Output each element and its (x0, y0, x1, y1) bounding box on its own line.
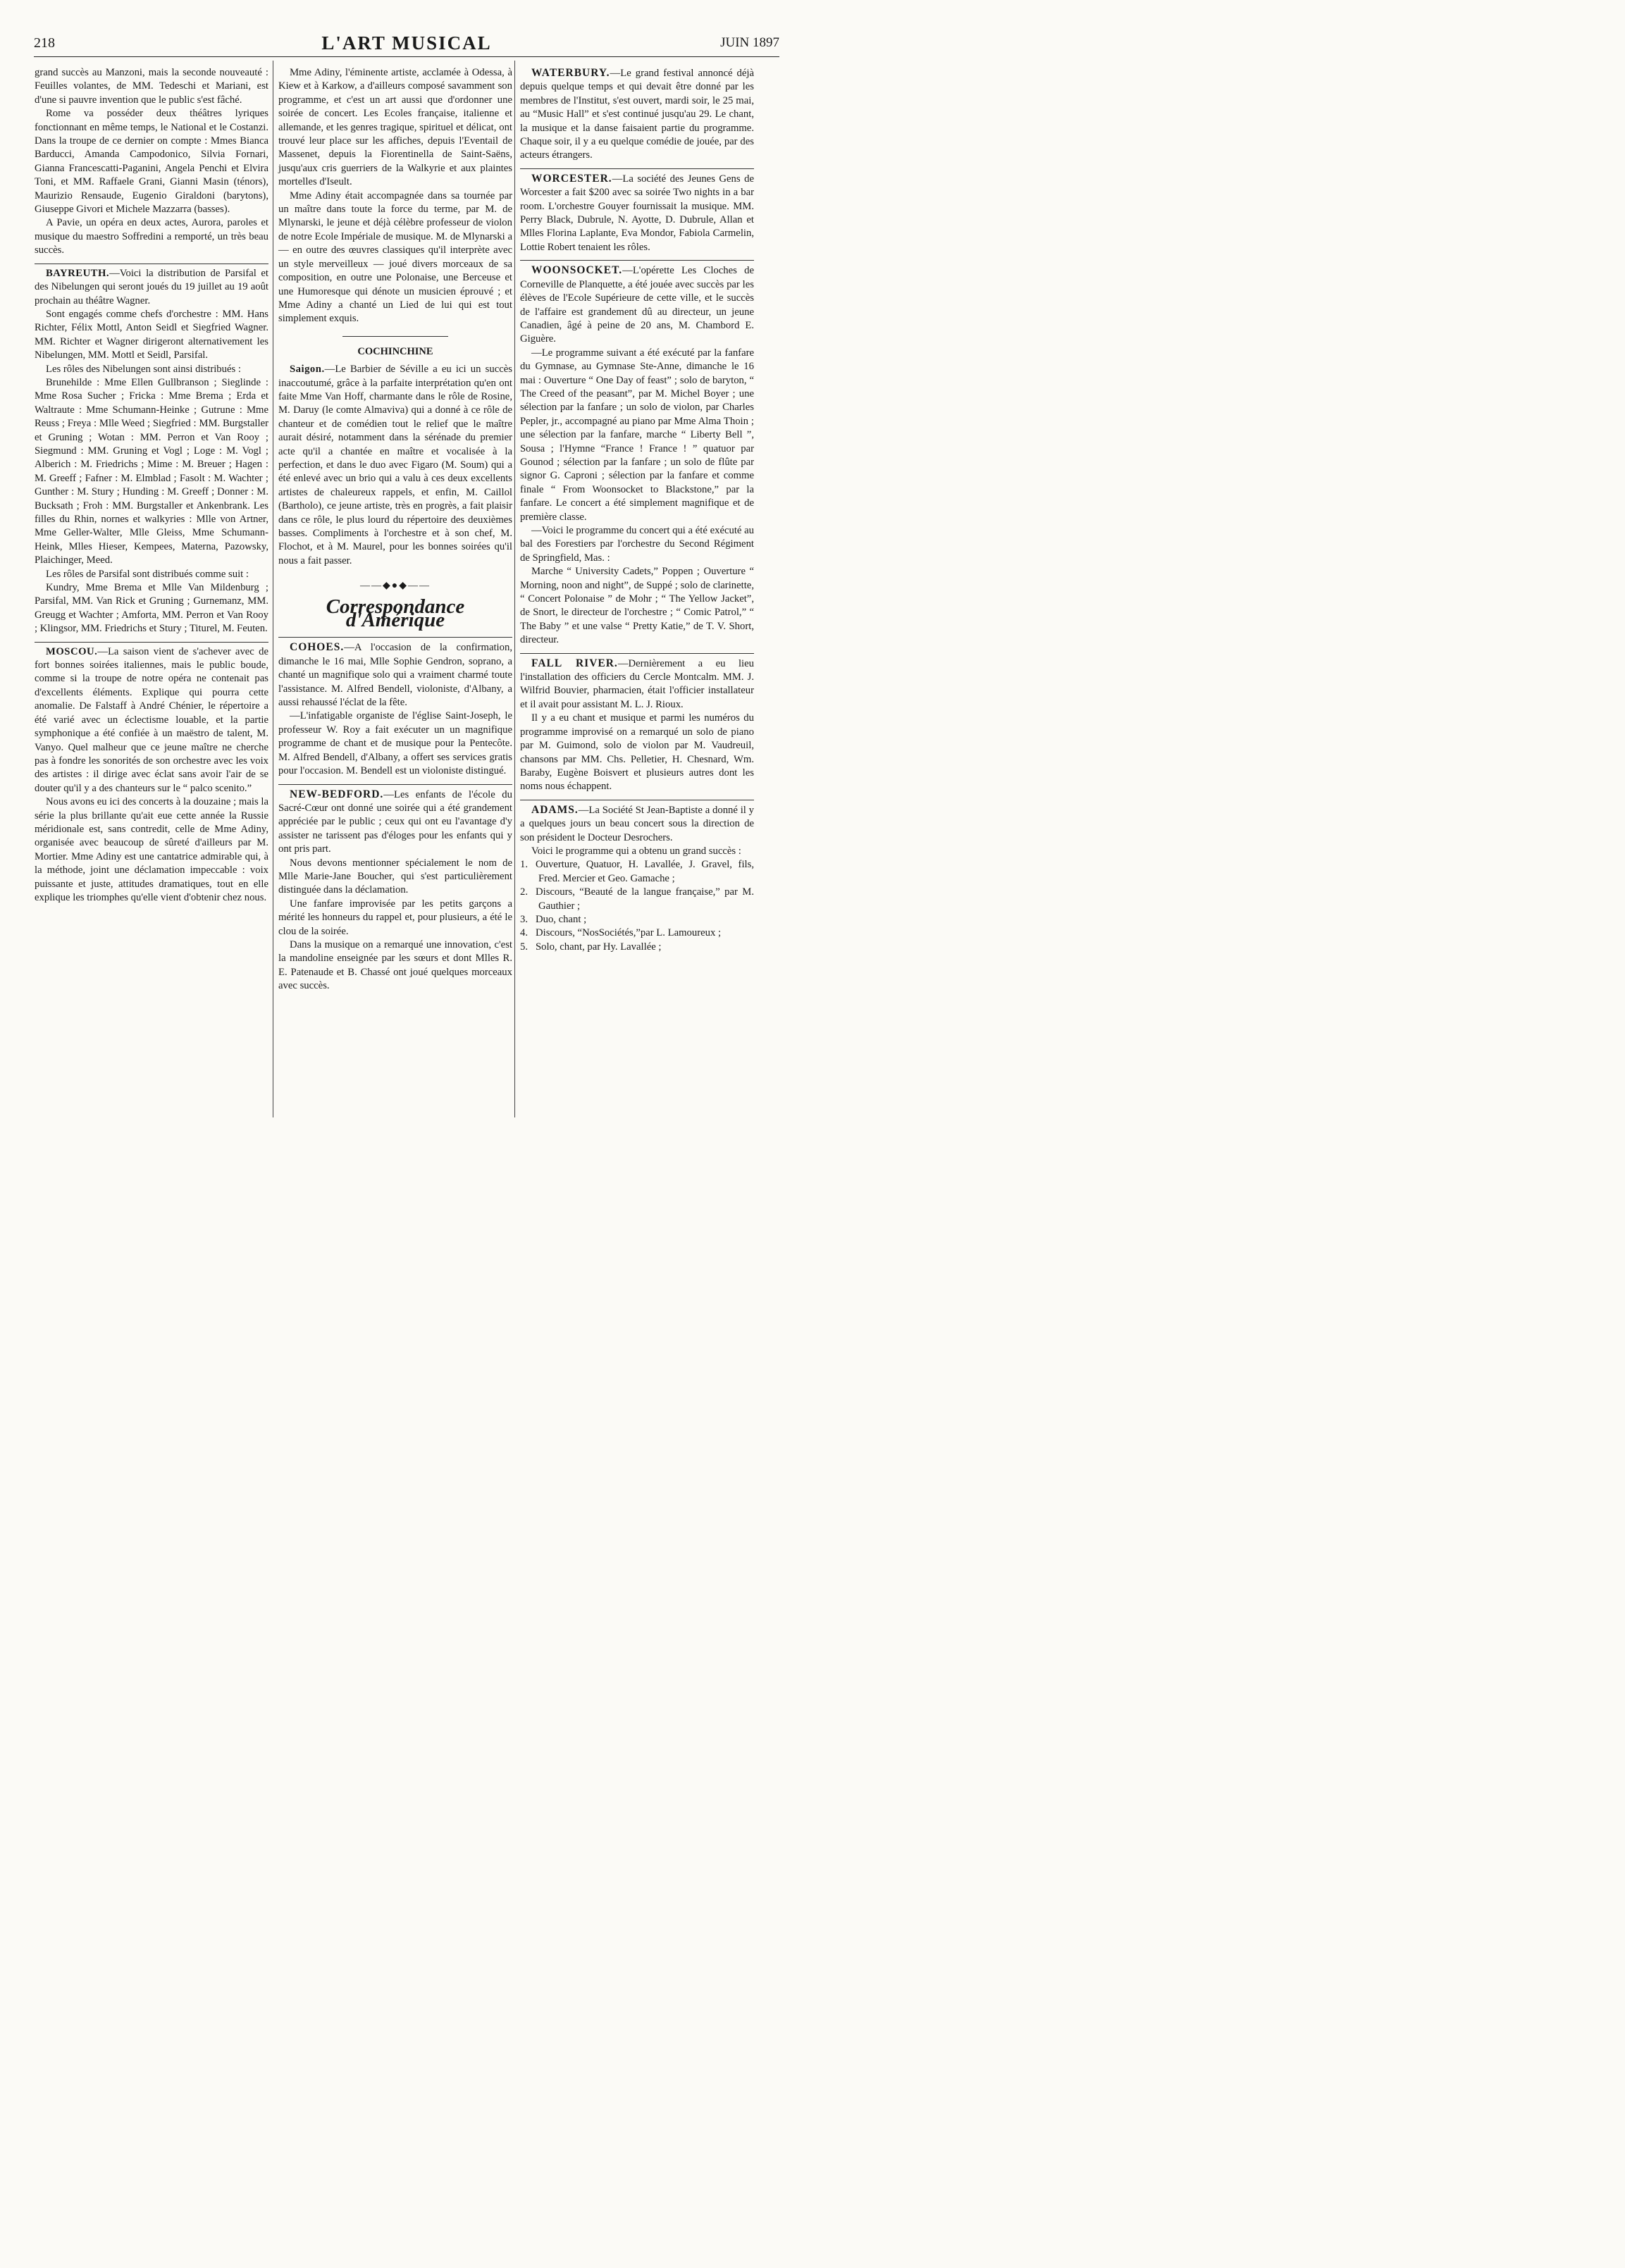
section-worcester (520, 168, 754, 254)
paragraph: —Voici la distribution de Parsifal et des Nibelungen qui seront joués du 19 juillet au 19 août prochain au théâtre Wagner. (35, 267, 268, 306)
section-heading: COHOES. (290, 641, 345, 654)
column-2 (278, 66, 512, 993)
section-moscou (35, 642, 268, 905)
section-new-bedford (278, 784, 512, 993)
paragraph: Nous avons eu ici des concerts à la douzaine ; mais la série la plus brillante qu'ait eue cette année la Russie méridionale est, sans contredit, celle de Mme Adiny, organisée avec beaucoup de sûreté d'ailleurs par M. Mortier. Mme Adiny est une cantatrice admirable qui, à la méthode, joint une déclamation impeccable : voix puissante et juste, attitudes dramatiques, tout en elle explique les triomphes qu'elle vient d'obtenir chez nous. (35, 796, 268, 903)
paragraph: Une fanfare improvisée par les petits garçons a mérité les honneurs du rappel et, pour plusieurs, a été le clou de la soirée. (278, 898, 512, 937)
section-heading: Saigon. (290, 364, 325, 376)
list-item: 4. Discours, “NosSociétés,”par L. Lamoureux ; (520, 927, 722, 939)
list-item: 5. Solo, chant, par Hy. Lavallée ; (520, 941, 662, 953)
paragraph: —Le Barbier de Séville a eu ici un succès inaccoutumé, grâce à la parfaite interprétation qu'en ont faite Mme Van Hoff, charmante dans le rôle de Rosine, M. Daruy (le comte Almaviva) qui a donné à ce rôle de chanteur et de comédien tout le relief que le maître aurait désiré, notamment dans la sérénade du premier acte qu'il a chantée en maître et vocalisée à la perfection, et dans le duo avec Figaro (M. Soum) qui a été enlevé avec un brio qui a valu à ces deux excellents artistes de chaleureux rappels, et enfin, M. Caillol (Bartholo), ce jeune artiste, très en progrès, a fait plaisir dans ce rôle, le plus lourd du répertoire des deuxièmes basses. Compliments à l'orchestre et à son chef, M. Flochot, et à M. Maurel, pour les bonnes soirées qu'il nous a fait passer. (278, 364, 512, 566)
paragraph: Voici le programme qui a obtenu un grand succès : (531, 845, 741, 857)
paragraph: Il y a eu chant et musique et parmi les numéros du programme improvisé on a remarqué un solo de piano par M. Guimond, solo de violon par M. Vaudreuil, chansons par MM. Chs. Pelletier, H. Chesnard, Wm. Baraby, Eugène Boisvert et plusieurs autres dont les noms nous échappent. (520, 712, 754, 793)
section-bayreuth (35, 264, 268, 636)
paragraph: Mme Adiny était accompagnée dans sa tournée par un maître dans toute la force du terme, par M. de Mlynarski, le jeune et déjà célèbre professeur de violon de notre Ecole Impériale de musique. M. de Mlynarski a — en outre des œuvres classiques qu'il interprète avec un style merveilleux — joué divers morceaux de sa composition, en outre une Polonaise, une Berceuse et une Humoresque qui dénote un musicien éprouvé ; et Mme Adiny a chanté un Lied de lui qui est tout simplement exquis. (278, 190, 512, 325)
ornament-divider: ——◆●◆—— (360, 581, 431, 592)
paragraph: Kundry, Mme Brema et Mlle Van Mildenburg ; Parsifal, MM. Van Rick et Gruning ; Gurnemanz, MM. Greugg et Wachter ; Amforta, MM. Perron et Van Rooy ; Klingsor, MM. Friedrichs et Stury ; Titurel, M. Feuten. (35, 582, 268, 635)
section-heading: NEW-BEDFORD. (290, 788, 384, 800)
section-heading: ADAMS. (531, 803, 579, 816)
program-list (520, 858, 754, 954)
paragraph: —L'opérette Les Cloches de Corneville de Planquette, a été jouée avec succès par les élèves de l'Ecole Supérieure de cette ville, et le succès de l'affaire est grandement dû au directeur, un jeune Canadien, âgé à peine de 20 ans, M. Chambord E. Giguère. (520, 265, 754, 345)
section-woonsocket (520, 260, 754, 647)
paragraph: Rome va posséder deux théâtres lyriques fonctionnant en même temps, le National et le Costanzi. Dans la troupe de ce dernier on compte : Mmes Bianca Barducci, Amanda Campodonico, Silvia Fornari, Gianna Francescatti-Paganini, Angela Penchi et Elvira Toni, et MM. Raffaele Grani, Gianni Masin (ténors), Maurizio Rensaude, Eugenio Giraldoni (barytons), Giuseppe Givori et Michele Mazzarra (basses). (35, 108, 268, 216)
paragraph: —L'infatigable organiste de l'église Saint-Joseph, le professeur W. Roy a fait exécuter un un magnifique programme de chant et de musique pour la Pentecôte. M. Alfred Bendell, d'Albany, a offert ses services gratis pour l'occasion. M. Bendell est un violoniste distingué. (278, 710, 512, 777)
section-adams (520, 800, 754, 954)
list-item: 1. Ouverture, Quatuor, H. Lavallée, J. Gravel, fils, Fred. Mercier et Geo. Gamache ; (520, 859, 754, 884)
paragraph: —Voici le programme du concert qui a été exécuté au bal des Forestiers par l'orchestre du Second Régiment de Springfield, Mas. : (520, 525, 754, 564)
list-item: 3. Duo, chant ; (520, 913, 587, 925)
paragraph: Dans la musique on a remarqué une innovation, c'est la mandoline enseignée par les sœurs et dont Mlles R. E. Patenaude et B. Chassé ont joué quelques morceaux avec succès. (278, 938, 512, 992)
header-rule (34, 56, 779, 57)
page-number: 218 (34, 35, 55, 51)
paragraph: —A l'occasion de la confirmation, dimanche le 16 mai, Mlle Sophie Gendron, soprano, a chanté un magnifique solo qui a vraiment charmé toute l'assistance. M. Alfred Bendell, violoniste, d'Albany, a aussi rehaussé l'éclat de la fête. (278, 642, 512, 709)
section-heading: BAYREUTH. (46, 267, 110, 279)
paragraph: —La société des Jeunes Gens de Worcester a fait $200 avec sa soirée Two nights in a bar room. L'orchestre Gouyer fournissait la musique. MM. Perry Black, Dubrule, N. Ayotte, D. Dubrule, Allan et Mlles Florina Laplante, Eva Mondor, Fabiola Carmelin, Lottie Robert tenaient les rôles. (520, 173, 754, 253)
section-fall-river (520, 653, 754, 794)
paragraph: —Dernièrement a eu lieu l'installation des officiers du Cercle Montcalm. MM. J. Wilfrid Bouvier, pharmacien, était l'officier installateur et il avait pour assistant M. L. J. Rioux. (520, 657, 754, 710)
section-heading: FALL RIVER. (531, 657, 618, 669)
paragraph: A Pavie, un opéra en deux actes, Aurora, paroles et musique du maestro Soffredini a remporté, un très beau succès. (35, 217, 268, 256)
paragraph: Sont engagés comme chefs d'orchestre : MM. Hans Richter, Félix Mottl, Anton Seidl et Siegfried Wagner. MM. Richter et Wagner dirigeront alternativement les Nibelungen, MM. Mottl et Seidl, Parsifal. (35, 308, 268, 361)
paragraph: Mme Adiny, l'éminente artiste, acclamée à Odessa, à Kiew et à Karkow, a d'ailleurs composé savamment son programme, et c'est un art aussi que d'ordonner une soirée de concert. Les Ecoles française, italienne et allemande, et les genres tragique, spirituel et délicat, ont trouvé leur place sur les affiches, depuis l'Eventail de Massenet, depuis la Fiorentinella de Saint-Saëns, jusqu'aux cris guerriers de la Walkyrie et aux plaintes mortelles d'Iseult. (278, 67, 512, 188)
page-header (34, 32, 779, 59)
paragraph: Les rôles de Parsifal sont distribués comme suit : (46, 568, 249, 580)
paragraph: —Les enfants de l'école du Sacré-Cœur ont donné une soirée qui a été grandement appréciée par le public ; ceux qui ont eu l'avantage d'y assister ne tarissent pas d'éloges pour les enfants qui y ont pris part. (278, 788, 512, 855)
paragraph: —Le grand festival annoncé déjà depuis quelque temps et qui devait être donné par les membres de l'Institut, s'est ouvert, mardi soir, le 25 mai, au “Music Hall” et s'est continué jusqu'au 29. Le chant, la musique et la danse faisaient partie du programme. Chaque soir, il y a eu quelque comédie de jouée, par des acteurs étrangers. (520, 68, 754, 161)
list-item: 2. Discours, “Beauté de la langue française,” par M. Gauthier ; (520, 886, 754, 912)
paragraph: —La saison vient de s'achever avec de fort bonnes soirées italiennes, mais le public boude, comme si la troupe de notre opéra ne contenait pas d'excellents éléments. Explique qui pourra cette anomalie. De Falstaff à André Chénier, le répertoire a été varié avec un éclectisme louable, et la partie symphonique a été confiée à un maëstro de talent, M. Vanyo. Quel malheur que ce jeune maître ne cherche pas à fondre les sonorités de son orchestre avec les voix des artistes : il dirige avec éclat sans avoir l'air de se douter qu'il y a des chanteurs sur le “ palco scenito.” (35, 645, 268, 794)
correspondance-title: Correspondance d'Amérique (326, 595, 465, 632)
paragraph: —Le programme suivant a été exécuté par la fanfare du Gymnase, au Gymnase Ste-Anne, dimanche le 16 mai : Ouverture “ One Day of feast” ; solo de baryton, “ The Creed of the peasant”, par M. Michel Boyer ; une sélection par la fanfare ; un solo de violon, par Charles Pepler, jr., accompagné au piano par Mme Alma Thoin ; une sélection par la fanfare, marche “ Liberty Bell ”, Sousa ; l'Hymne “France ! France ! ” quatuor par Gounod ; sélection par la fanfare ; un solo de flûte par signor G. Caproni ; sélection par la fanfare et comme finale “ From Woonsocket to Blackstone,” par la fanfare. Le concert a été simplement magnifique et de première classe. (520, 347, 754, 523)
paragraph: —La Société St Jean-Baptiste a donné il y a quelques jours un beau concert sous la direction de son président le Docteur Desrochers. (520, 804, 754, 843)
paragraph: Brunehilde : Mme Ellen Gullbranson ; Sieglinde : Mme Rosa Sucher ; Fricka : Mme Brema ; Erda et Waltraute : Mme Schumann-Heinke ; Gutrune : Mme Reuss ; Freya : Mlle Weed ; Siegfried : MM. Burgstaller et Gruning ; Wotan : MM. Perron et Van Rooy ; Siegmund : MM. Gruning et Vogl ; Loge : M. Vogl ; Alberich : M. Friedrichs ; Mime : M. Breuer ; Hagen : M. Greeff ; Fafner : M. Elmblad ; Fasolt : M. Wachter ; Gunther : M. Stury ; Hunding : M. Greeff ; Donner : M. Bucksath ; Froh : MM. Burgstaller et Ankenbrank. Les filles du Rhin, nornes et walkyries : Mlle von Artner, Mme Geller-Walter, Mlle Gleiss, Mme Schumann-Heink, Mlles Hieser, Kempees, Materna, Pazowsky, Plaichinger, Meed. (35, 376, 268, 566)
paragraph: Marche “ University Cadets,” Poppen ; Ouverture “ Morning, noon and night”, de Suppé ; solo de clarinette, “ Concert Polonaise ” de Mohr ; “ The Yellow Jacket”, de Snort, le directeur de l'orchestre ; “ Comic Patrol,” “ The Baby ” et une valse “ Pretty Katie,” de T. V. Short, directeur. (520, 566, 754, 646)
column-1 (35, 66, 268, 905)
separator-rule (342, 336, 448, 337)
paragraph: Les rôles des Nibelungen sont ainsi distribués : (46, 363, 241, 375)
section-heading: WOONSOCKET. (531, 264, 623, 277)
section-heading: WORCESTER. (531, 172, 612, 185)
paragraph: grand succès au Manzoni, mais la seconde nouveauté : Feuilles volantes, de MM. Tedeschi et Mariani, est d'une si pauvre invention que le public s'est fâché. (35, 67, 268, 106)
masthead-title: L'ART MUSICAL (321, 32, 492, 54)
issue-date: JUIN 1897 (720, 35, 779, 50)
section-heading: WATERBURY. (531, 67, 610, 79)
paragraph: Nous devons mentionner spécialement le nom de Mlle Marie-Jane Boucher, qui s'est particulièrement distinguée dans la déclamation. (278, 857, 512, 896)
section-heading: MOSCOU. (46, 645, 98, 657)
section-cohoes (278, 637, 512, 778)
column-rule (514, 61, 515, 1117)
section-title-cochinchine: COCHINCHINE (357, 345, 433, 357)
column-3 (520, 66, 754, 954)
